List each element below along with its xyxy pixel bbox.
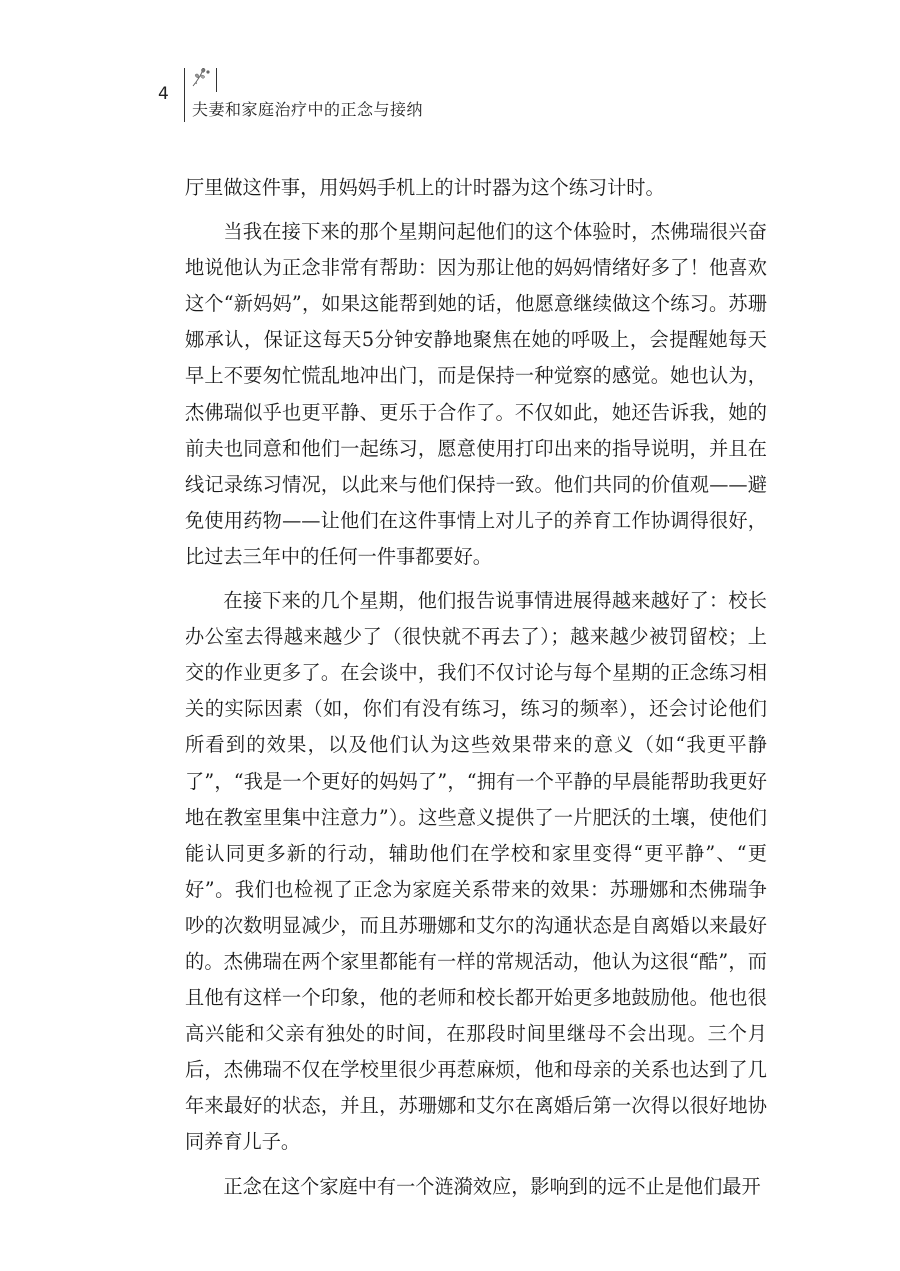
- header-rule-left: [184, 68, 185, 122]
- paragraph: 正念在这个家庭中有一个涟漪效应，影响到的远不止是他们最开: [223, 1174, 761, 1198]
- paragraph: 当我在接下来的那个星期问起他们的这个体验时，杰佛瑞很兴奋地说他认为正念非常有帮助：因为那让他的妈妈情绪好多了！他喜欢这个“新妈妈”，如果这能帮到她的话，他愿意继续做这个练习。苏珊娜承认，保证这每天5分钟安静地聚焦在她的呼吸上，会提醒她每天早上不要匆忙慌乱地冲出门，而是保持一种觉察的感觉。她也认为，杰佛瑞似乎也更平静、更乐于合作了。不仅如此，她还告诉我，她的前夫也同意和他们一起练习，愿意使用打印出来的指导说明，并且在线记录练习情况，以此来与他们保持一致。他们共同的价值观——避免使用药物——让他们在这件事情上对儿子的养育工作协调得很好，比过去三年中的任何一件事都要好。: [185, 220, 767, 568]
- floral-ornament-icon: [190, 66, 214, 90]
- body-text: [185, 170, 767, 1213]
- header-rule-right: [216, 68, 217, 92]
- paragraph-continued: 厅里做这件事，用妈妈手机上的计时器为这个练习计时。: [185, 176, 665, 199]
- paragraph: 在接下来的几个星期，他们报告说事情进展得越来越好了：校长办公室去得越来越少了（很快就不再去了）；越来越少被罚留校；上交的作业更多了。在会谈中，我们不仅讨论与每个星期的正念练习相关的实际因素（如，你们有没有练习，练习的频率），还会讨论他们所看到的效果，以及他们认为这些效果带来的意义（如“我更平静了”，“我是一个更好的妈妈了”，“拥有一个平静的早晨能帮助我更好地在教室里集中注意力”）。这些意义提供了一片肥沃的土壤，使他们能认同更多新的行动，辅助他们在学校和家里变得“更平静”、“更好”。我们也检视了正念为家庭关系带来的效果：苏珊娜和杰佛瑞争吵的次数明显减少，而且苏珊娜和艾尔的沟通状态是自离婚以来最好的。杰佛瑞在两个家里都能有一样的常规活动，他认为这很“酷”，而且他有这样一个印象，他的老师和校长都开始更多地鼓励他。他也很高兴能和父亲有独处的时间，在那段时间里继母不会出现。三个月后，杰佛瑞不仅在学校里很少再惹麻烦，他和母亲的关系也达到了几年来最好的状态，并且，苏珊娜和艾尔在离婚后第一次得以很好地协同养育儿子。: [185, 589, 767, 1154]
- page-header: [0, 62, 900, 122]
- running-book-title: 夫妻和家庭治疗中的正念与接纳: [192, 100, 424, 119]
- page-number: 4: [158, 84, 169, 104]
